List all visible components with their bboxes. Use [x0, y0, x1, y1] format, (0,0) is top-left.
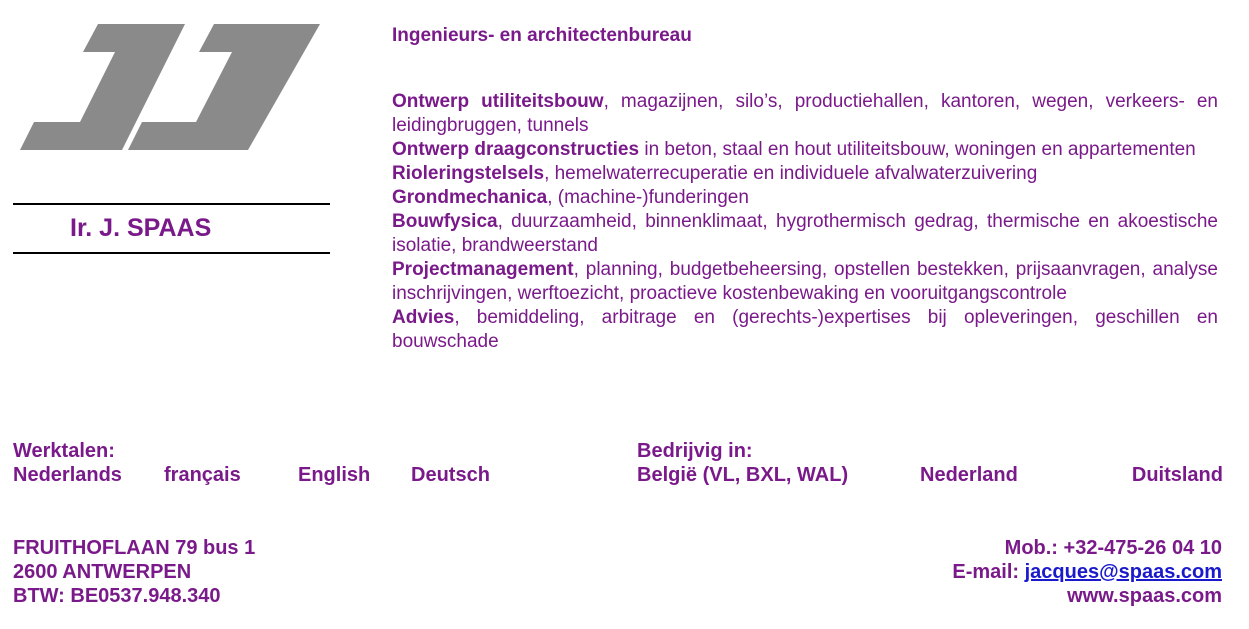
address-street: FRUITHOFLAAN 79 bus 1 [13, 537, 256, 559]
address-block [13, 536, 255, 608]
service-item [392, 162, 1218, 186]
service-description: in beton, staal en hout utiliteitsbouw, woningen en appartementen [639, 139, 1196, 160]
company-subtitle: Ingenieurs- en architectenbureau [392, 25, 692, 46]
service-title: Bouwfysica [392, 211, 498, 232]
double-slash-logo-icon [18, 22, 323, 154]
country-item: Duitsland [1131, 464, 1223, 486]
service-item [392, 210, 1218, 258]
email-label: E-mail: [952, 561, 1025, 583]
name-top-rule [13, 203, 330, 205]
service-description: , bemiddeling, arbitrage en (gerechts-)expertises bij opleveringen, geschillen en bouwschade [392, 307, 1218, 352]
active-in-list [637, 464, 1223, 488]
services-block [392, 24, 1218, 354]
company-name: Ir. J. SPAAS [70, 214, 212, 242]
mobile-number: Mob.: +32-475-26 04 10 [1004, 537, 1222, 559]
service-item [392, 186, 1218, 210]
service-item [392, 306, 1218, 354]
service-title: Projectmanagement [392, 259, 574, 280]
language-item: English [298, 464, 371, 486]
service-description: , planning, budgetbeheersing, opstellen bestekken, prijsaanvragen, analyse inschrijvingen, werftoezicht, proactieve kostenbewaking en vooruitgangscontrole [392, 259, 1218, 304]
languages-list [13, 464, 513, 488]
language-item: Nederlands [13, 464, 122, 486]
website: www.spaas.com [1067, 585, 1222, 607]
service-item [392, 258, 1218, 306]
name-bottom-rule [13, 252, 330, 254]
service-title: Rioleringstelsels [392, 163, 545, 184]
contact-block [952, 536, 1222, 608]
service-title: Grondmechanica [392, 187, 548, 208]
service-description: , duurzaamheid, binnenklimaat, hygrothermisch gedrag, thermische en akoestische isolatie, brandweerstand [392, 211, 1218, 256]
service-description: , (machine-)funderingen [547, 187, 749, 208]
languages-label: Werktalen: [13, 440, 115, 462]
service-title: Ontwerp utiliteitsbouw [392, 91, 604, 112]
email-link[interactable]: jacques@spaas.com [1024, 561, 1222, 583]
country-item: België (VL, BXL, WAL) [637, 464, 849, 486]
country-item: Nederland [920, 464, 1018, 486]
service-item [392, 138, 1218, 162]
service-description: , hemelwaterrecuperatie en individuele afvalwaterzuivering [544, 163, 1038, 184]
address-city: 2600 ANTWERPEN [13, 561, 192, 583]
active-in-label: Bedrijvig in: [637, 440, 753, 462]
service-item [392, 90, 1218, 138]
service-title: Advies [392, 307, 455, 328]
language-item: Deutsch [411, 464, 490, 486]
language-item: français [164, 464, 241, 486]
service-title: Ontwerp draagconstructies [392, 139, 640, 160]
vat-number: BTW: BE0537.948.340 [13, 585, 221, 607]
email-line [952, 560, 1222, 584]
service-description: , magazijnen, silo’s, productiehallen, kantoren, wegen, verkeers- en leidingbruggen, tunnels [392, 91, 1218, 136]
